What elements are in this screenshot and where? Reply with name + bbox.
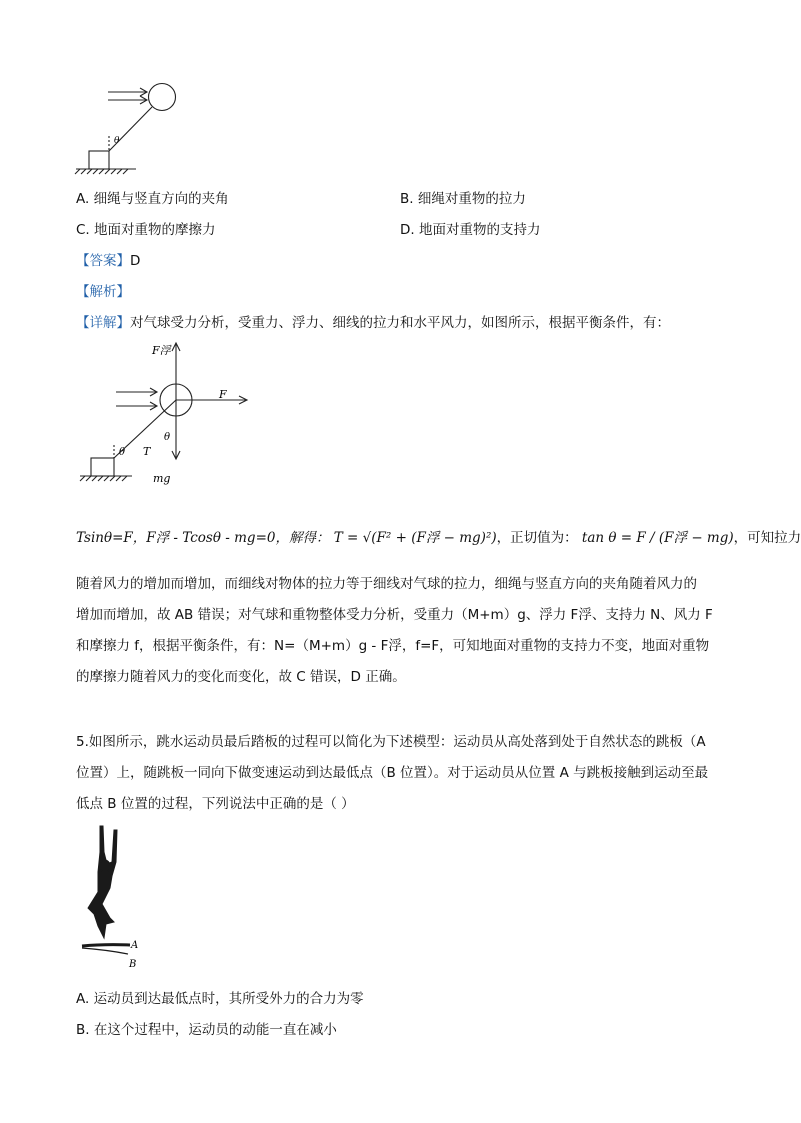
q5-stem-line-2: 位置）上，随跳板一同向下做变速运动到达最低点（B 位置）。对于运动员从位置 A 与跳板接触到运动至最: [76, 765, 709, 781]
paragraph-line-3: 和摩擦力 f，根据平衡条件，有：N=（M+m）g - F浮，f=F，可知地面对重物的支持力不变，地面对重物: [76, 638, 710, 654]
f-wind-label: F: [219, 388, 227, 401]
diver-a-label: A: [131, 940, 139, 951]
equation-mid: ，正切值为：: [496, 530, 578, 546]
theta-low-label: θ: [119, 447, 126, 458]
diver-figure: [74, 822, 154, 972]
equation-line: [76, 526, 801, 546]
balloon-wind-figure: [70, 78, 195, 176]
option-c: C. 地面对重物的摩擦力: [76, 222, 216, 238]
force-diagram: [74, 340, 259, 492]
mg-label: mg: [153, 472, 171, 485]
paragraph-line-4: 的摩擦力随着风力的变化而变化，故 C 错误，D 正确。: [76, 669, 406, 685]
option-b: B. 细绳对重物的拉力: [400, 191, 526, 207]
diver-b-label: B: [129, 959, 137, 970]
q5-option-a: A. 运动员到达最低点时，其所受外力的合力为零: [76, 991, 364, 1007]
answer-tag: 【答案】: [76, 253, 130, 269]
theta-top-label: θ: [164, 432, 171, 443]
q5-stem-line-3: 低点 B 位置的过程，下列说法中正确的是（ ）: [76, 796, 355, 812]
q5-option-b: B. 在这个过程中，运动员的动能一直在减小: [76, 1022, 337, 1038]
detail-tag: 【详解】: [76, 315, 130, 331]
option-a: A. 细绳与竖直方向的夹角: [76, 191, 229, 207]
paragraph-line-1: 随着风力的增加而增加，而细线对物体的拉力等于细线对气球的拉力，细绳与竖直方向的夹角随着风力的: [76, 576, 697, 592]
q5-stem-line-1: 5.如图所示，跳水运动员最后踏板的过程可以简化为下述模型：运动员从高处落到处于自然状态的跳板（A: [76, 734, 706, 750]
detail-text: 对气球受力分析，受重力、浮力、细线的拉力和水平风力，如图所示，根据平衡条件，有：: [130, 315, 670, 331]
equation-end: ，可知拉力: [733, 530, 801, 546]
option-d: D. 地面对重物的支持力: [400, 222, 541, 238]
fig1-theta-label: θ: [114, 136, 120, 146]
tension-label: T: [143, 445, 151, 458]
paragraph-line-2: 增加而增加，故 AB 错误；对气球和重物整体受力分析，受重力（M+m）g、浮力 F浮、支持力 N、风力 F: [76, 607, 713, 623]
equation-tension: T = √(F² + (F浮 − mg)²): [333, 530, 497, 546]
equation-tan: tan θ = F / (F浮 − mg): [581, 530, 734, 546]
detail-line: [76, 311, 670, 331]
answer-line: [76, 249, 140, 269]
equation-1: Tsinθ=F，F浮 - Tcosθ - mg=0，解得：: [76, 530, 330, 546]
analysis-tag: 【解析】: [76, 284, 130, 300]
answer-value: D: [130, 253, 141, 269]
f-float-label: F浮: [152, 344, 171, 357]
